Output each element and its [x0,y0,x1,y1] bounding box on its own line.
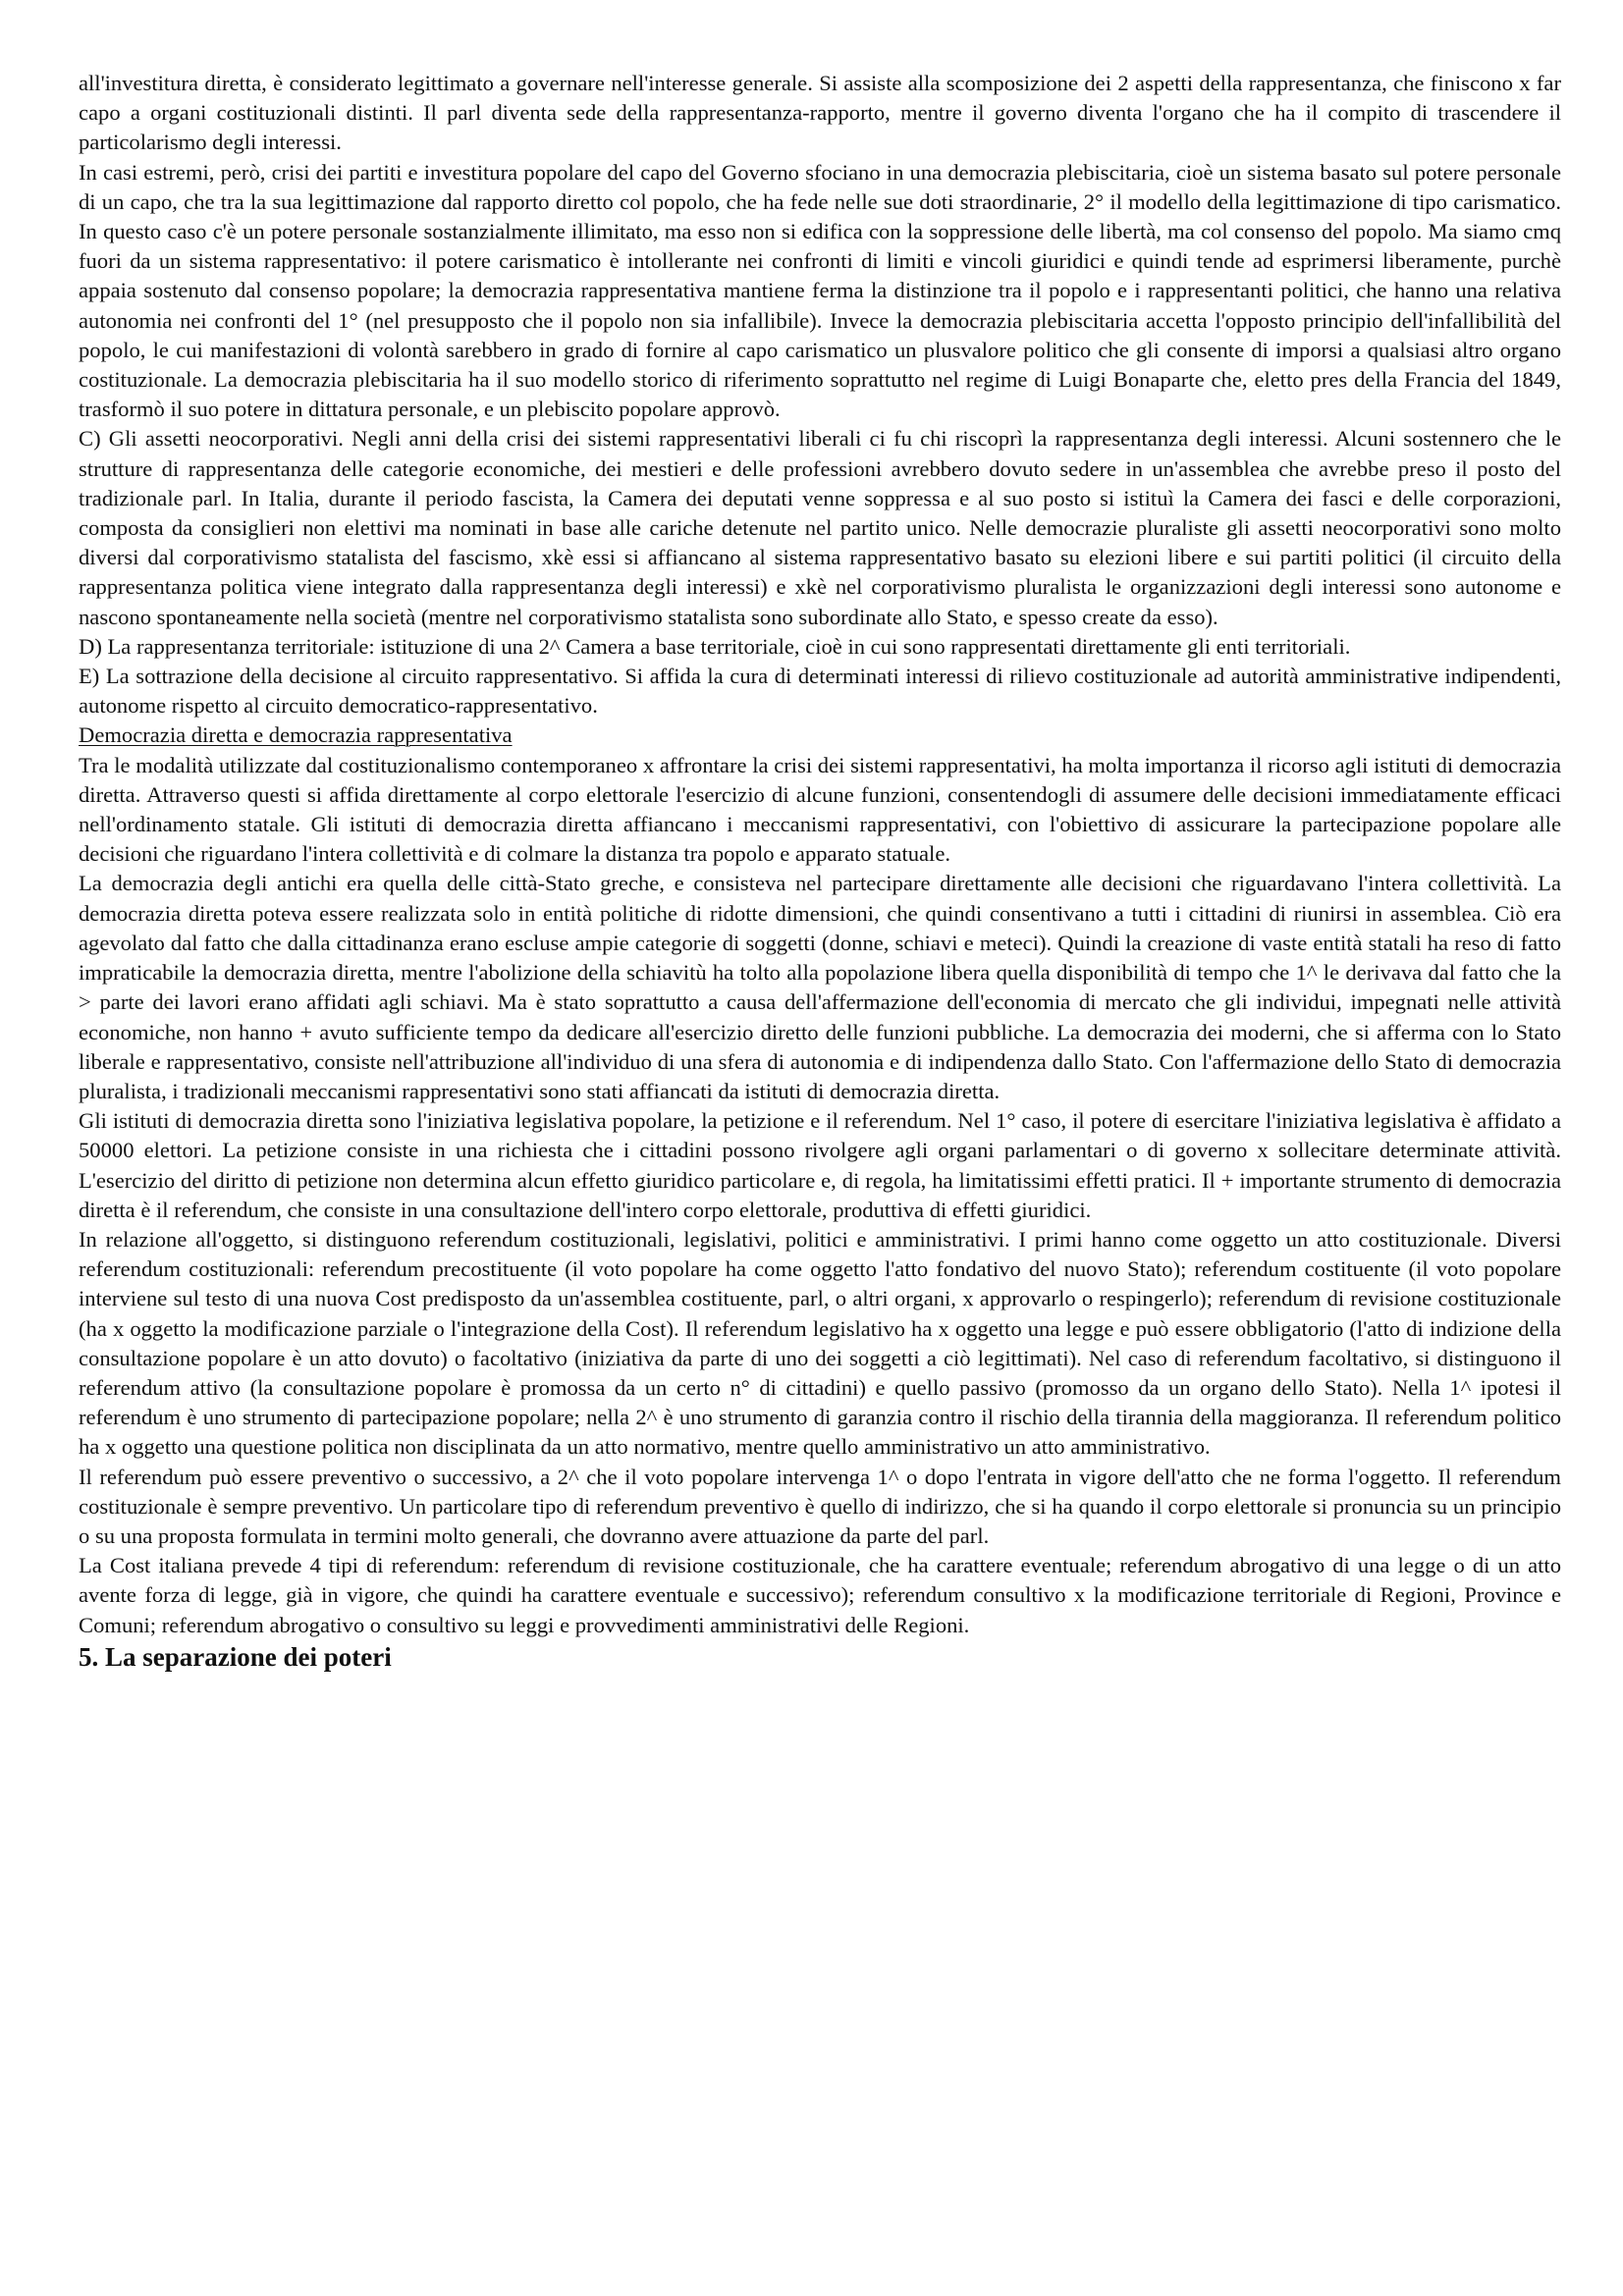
paragraph-democrazia-plebiscitaria: In casi estremi, però, crisi dei partiti e investitura popolare del capo del Governo sfociano in una democrazia plebiscitaria, cioè un sistema basato sul potere personale di un capo, che tra la sua legittimazione dal rapporto diretto col popolo, che ha fede nelle sue doti straordinarie, 2° il modello della legittimazione di tipo carismatico. In questo caso c'è un potere personale sostanzialmente illimitato, ma esso non si edifica con la soppressione delle libertà, ma col consenso del popolo. Ma siamo cmq fuori da un sistema rappresentativo: il potere carismatico è intollerante nei confronti di limiti e vincoli giuridici e quindi tende ad esprimersi liberamente, purchè appaia sostenuto dal consenso popolare; la democrazia rappresentativa mantiene ferma la distinzione tra il popolo e i rappresentanti politici, che hanno una relativa autonomia nei confronti del 1° (nel presupposto che il popolo non sia infallibile). Invece la democrazia plebiscitaria accetta l'opposto principio dell'infallibilità del popolo, le cui manifestazioni di volontà sarebbero in grado di fornire al capo carismatico un plusvalore politico che gli consente di imporsi a qualsiasi altro organo costituzionale. La democrazia plebiscitaria ha il suo modello storico di riferimento soprattutto nel regime di Luigi Bonaparte che, eletto pres della Francia del 1849, trasformò il suo potere in dittatura personale, e un plebiscito popolare approvò. [79,159,1561,422]
paragraph-istituti-democrazia-diretta: Tra le modalità utilizzate dal costituzionalismo contemporaneo x affrontare la crisi dei sistemi rappresentativi, ha molta importanza il ricorso agli istituti di democrazia diretta. Attraverso questi si affida direttamente al corpo elettorale l'esercizio di alcune funzioni, consentendogli di assumere delle decisioni immediatamente efficaci nell'ordinamento statale. Gli istituti di democrazia diretta affiancano i meccanismi rappresentativi, con l'obiettivo di assicurare la partecipazione popolare alle decisioni che riguardano l'intera collettività e di colmare la distanza tra popolo e apparato statuale. [79,752,1561,867]
paragraph-democrazia-antichi: La democrazia degli antichi era quella delle città-Stato greche, e consisteva nel partecipare direttamente alle decisioni che riguardavano l'intera collettività. La democrazia diretta poteva essere realizzata solo in entità politiche di ridotte dimensioni, che quindi consentivano a tutti i cittadini di riunirsi in assemblea. Ciò era agevolato dal fatto che dalla cittadinanza erano escluse ampie categorie di soggetti (donne, schiavi e meteci). Quindi la creazione di vaste entità statali ha reso di fatto impraticabile la democrazia diretta, mentre l'abolizione della schiavitù ha tolto alla popolazione libera quella disponibilità di tempo che 1^ le derivava dal fatto che la > parte dei lavori erano affidati agli schiavi. Ma è stato soprattutto a causa dell'affermazione dell'economia di mercato che gli individui, impegnati nelle attività economiche, non hanno + avuto sufficiente tempo da dedicare all'esercizio diretto delle funzioni pubbliche. La democrazia dei moderni, che si afferma con lo Stato liberale e rappresentativo, consiste nell'attribuzione all'individuo di una sfera di autonomia e di indipendenza dallo Stato. Con l'affermazione dello Stato di democrazia pluralista, i tradizionali meccanismi rappresentativi sono stati affiancati da istituti di democrazia diretta. [79,871,1561,1103]
document-page [79,69,1561,1673]
paragraph-assetti-neocorporativi: C) Gli assetti neocorporativi. Negli anni della crisi dei sistemi rappresentativi liberali ci fu chi riscoprì la rappresentanza degli interessi. Alcuni sostennero che le strutture di rappresentanza delle categorie economiche, dei mestieri e delle professioni avrebbero dovuto sedere in un'assemblea che avrebbe preso il posto del tradizionale parl. In Italia, durante il periodo fascista, la Camera dei deputati venne soppressa e al suo posto si istituì la Camera dei fasci e delle corporazioni, composta da consiglieri non elettivi ma nominati in base alle cariche detenute nel partito unico. Nelle democrazie pluraliste gli assetti neocorporativi sono molto diversi dal corporativismo statalista del fascismo, xkè essi si affiancano al sistema rappresentativo basato su elezioni libere e sui partiti politici (il circuito della rappresentanza politica viene integrato dalla rappresentanza degli interessi) e xkè nel corporativismo pluralista le organizzazioni degli interessi sono autonome e nascono spontaneamente nella società (mentre nel corporativismo statalista sono subordinate allo Stato, e spesso create da esso). [79,426,1561,629]
section-title: 5. La separazione dei poteri [79,1641,392,1672]
paragraph-sottrazione-decisione: E) La sottrazione della decisione al circuito rappresentativo. Si affida la cura di determinati interessi di rilievo costituzionale ad autorità amministrative indipendenti, autonome rispetto al circuito democratico-rappresentativo. [79,664,1561,719]
paragraph-cost-italiana-referendum: La Cost italiana prevede 4 tipi di referendum: referendum di revisione costituzionale, che ha carattere eventuale; referendum abrogativo di una legge o di un atto avente forza di legge, già in vigore, che quindi ha carattere eventuale e successivo); referendum consultivo x la modificazione territoriale di Regioni, Province e Comuni; referendum abrogativo o consultivo su leggi e provvedimenti amministrativi delle Regioni. [79,1553,1561,1637]
paragraph-iniziativa-petizione-referendum: Gli istituti di democrazia diretta sono l'iniziativa legislativa popolare, la petizione e il referendum. Nel 1° caso, il potere di esercitare l'iniziativa legislativa è affidato a 50000 elettori. La petizione consiste in una richiesta che i cittadini possono rivolgere agli organi parlamentari o di governo x sollecitare determinate attività. L'esercizio del diritto di petizione non determina alcun effetto giuridico particolare e, di regola, ha limitatissimi effetti pratici. Il + importante strumento di democrazia diretta è il referendum, che consiste in una consultazione dell'intero corpo elettorale, produttiva di effetti giuridici. [79,1108,1561,1222]
paragraph-investitura: all'investitura diretta, è considerato legittimato a governare nell'interesse generale. Si assiste alla scomposizione dei 2 aspetti della rappresentanza, che finiscono x far capo a organi costituzionali distinti. Il parl diventa sede della rappresentanza-rapporto, mentre il governo diventa l'organo che ha il compito di trascendere il particolarismo degli interessi. [79,71,1561,155]
paragraph-rappresentanza-territoriale: D) La rappresentanza territoriale: istituzione di una 2^ Camera a base territoriale, cioè in cui sono rappresentati direttamente gli enti territoriali. [79,633,1351,659]
paragraph-tipi-referendum: In relazione all'oggetto, si distinguono referendum costituzionali, legislativi, politici e amministrativi. I primi hanno come oggetto un atto costituzionale. Diversi referendum costituzionali: referendum precostituente (il voto popolare ha come oggetto l'atto fondativo del nuovo Stato); referendum costituente (il voto popolare interviene sul testo di una nuova Cost predisposto da un'assemblea costituente, parl, o altri organi, x approvarlo o respingerlo); referendum di revisione costituzionale (ha x oggetto la modificazione parziale o l'integrazione della Cost). Il referendum legislativo ha x oggetto una legge e può essere obbligatorio (l'atto di indizione della consultazione popolare è un atto dovuto) o facoltativo (iniziativa da parte di uno dei soggetti a ciò legittimati). Nel caso di referendum facoltativo, si distinguono il referendum attivo (la consultazione popolare è promossa da un certo n° di cittadini) e quello passivo (promosso da un organo dello Stato). Nella 1^ ipotesi il referendum è uno strumento di partecipazione popolare; nella 2^ è uno strumento di garanzia contro il rischio della tirannia della maggioranza. Il referendum politico ha x oggetto una questione politica non disciplinata da un atto normativo, mentre quello amministrativo un atto amministrativo. [79,1226,1561,1460]
subheading-democrazia-diretta: Democrazia diretta e democrazia rappresentativa [79,722,513,748]
paragraph-referendum-preventivo-successivo: Il referendum può essere preventivo o successivo, a 2^ che il voto popolare intervenga 1^ o dopo l'entrata in vigore dell'atto che ne forma l'oggetto. Il referendum costituzionale è sempre preventivo. Un particolare tipo di referendum preventivo è quello di indirizzo, che si ha quando il corpo elettorale si pronuncia su un principio o su una proposta formulata in termini molto generali, che dovranno avere attuazione da parte del parl. [79,1464,1561,1548]
